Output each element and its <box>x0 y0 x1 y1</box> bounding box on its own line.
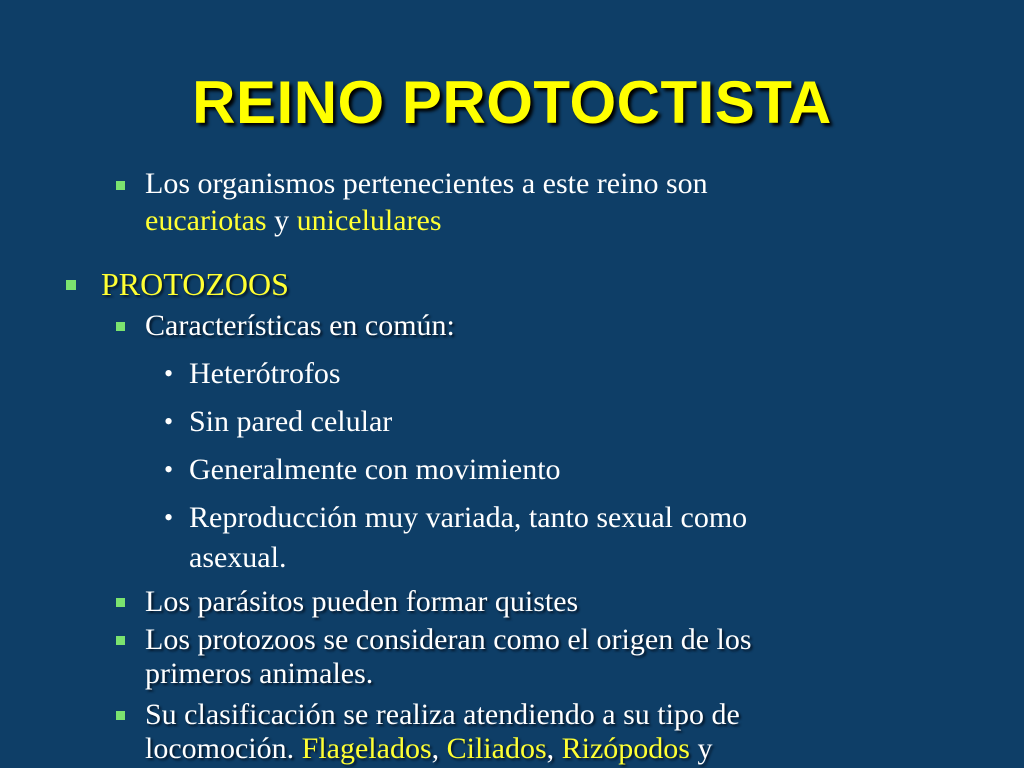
dot-bullet-icon: • <box>164 503 174 532</box>
characteristics-heading: Características en común: <box>145 309 455 342</box>
characteristic-item-continuation: asexual. <box>189 541 287 574</box>
square-bullet-icon <box>116 181 125 190</box>
keyword-flagelados: Flagelados <box>301 732 432 765</box>
intro-line-2 <box>145 203 442 239</box>
square-bullet-icon <box>66 280 76 290</box>
dot-bullet-icon: • <box>164 407 174 436</box>
conjunction: y <box>689 732 713 765</box>
point-item: Los parásitos pueden formar quistes <box>145 585 579 618</box>
characteristic-item: Reproducción muy variada, tanto sexual como <box>189 501 748 534</box>
locomotion-label: locomoción. <box>145 732 302 765</box>
intro-line-1: Los organismos pertenecientes a este reino son <box>145 167 708 200</box>
square-bullet-icon <box>116 636 125 645</box>
point-item: Su clasificación se realiza atendiendo a su tipo de <box>145 698 740 731</box>
dot-bullet-icon: • <box>164 359 174 388</box>
section-heading-protozoos: PROTOZOOS <box>101 266 289 302</box>
keyword-rizopodos: Rizópodos <box>561 732 690 765</box>
characteristic-item: Sin pared celular <box>189 405 393 438</box>
separator: , <box>431 732 447 765</box>
characteristic-item: Heterótrofos <box>189 357 341 390</box>
slide-title: REINO PROTOCTISTA <box>192 69 832 136</box>
intro-connector: y <box>266 204 297 237</box>
point-item: Los protozoos se consideran como el origen de los <box>145 623 752 656</box>
dot-bullet-icon: • <box>164 455 174 484</box>
keyword-ciliados: Ciliados <box>446 732 547 765</box>
point-item-continuation: primeros animales. <box>145 657 374 690</box>
square-bullet-icon <box>116 322 125 331</box>
point-item-continuation <box>145 731 712 767</box>
intro-keyword-eucariotas: eucariotas <box>145 204 267 237</box>
square-bullet-icon <box>116 711 125 720</box>
intro-keyword-unicelulares: unicelulares <box>296 204 442 237</box>
square-bullet-icon <box>116 598 125 607</box>
separator: , <box>546 732 562 765</box>
characteristic-item: Generalmente con movimiento <box>189 453 561 486</box>
